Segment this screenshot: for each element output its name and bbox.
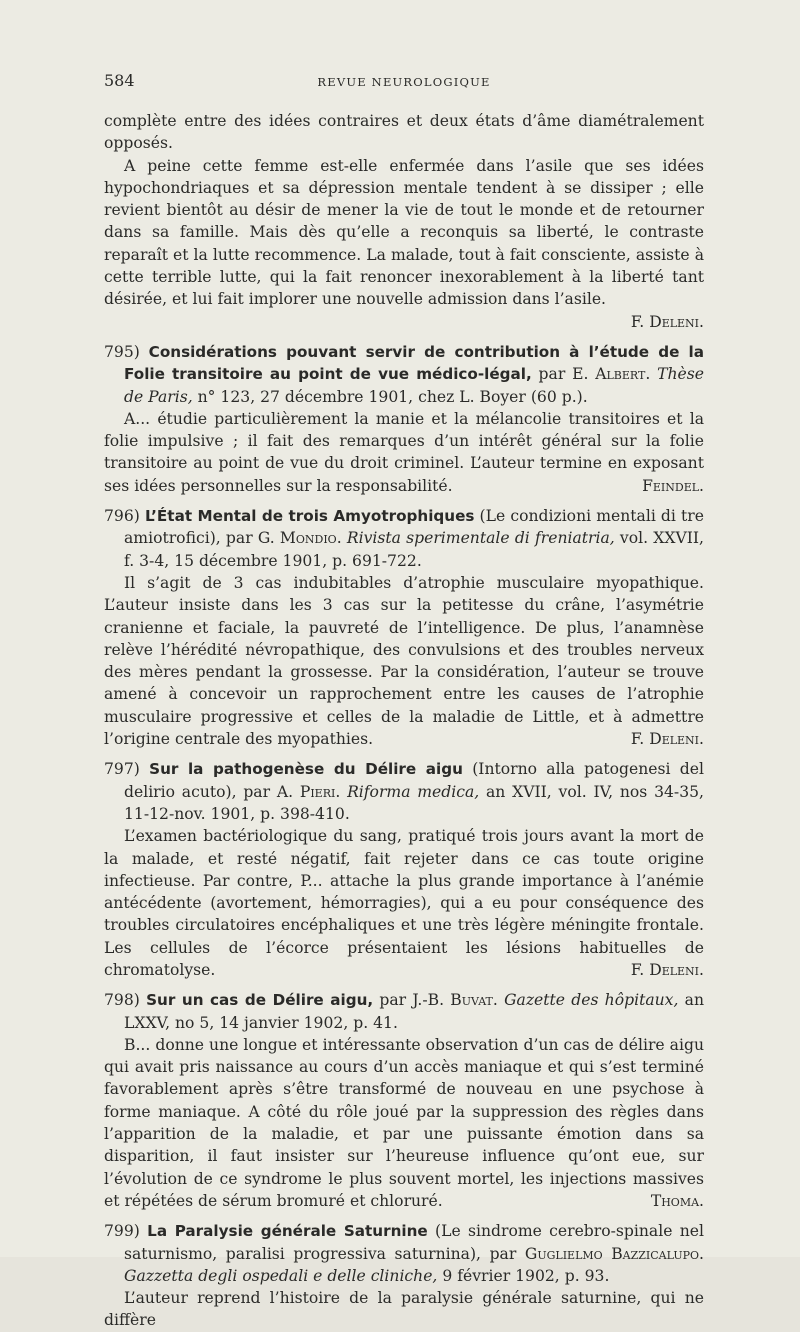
entry-799 — [104, 1220, 704, 1331]
entry-author: Albert — [595, 365, 646, 384]
entry-number: 797) — [104, 760, 140, 779]
entry-source: Gazette des hôpitaux, — [504, 991, 679, 1010]
entry-heading: 796) L’État Mental de trois Amyotrophiques (Le condizioni mentali di tre amiotrofici), par G. Mondio. Rivista sperimentale di freniatria, vol. XXVII, f. 3-4, 15 décembre 1901, p. 691-722. — [104, 507, 704, 570]
entry-source: Thèse de Paris, — [124, 365, 704, 406]
entry-body: L’auteur reprend l’histoire de la paralysie générale saturnine, qui ne diffère — [104, 1289, 704, 1330]
entry-heading: 795) Considérations pouvant servir de contribution à l’étude de la Folie transitoire au point de vue médico-légal, par E. Albert. Thèse de Paris, n° 123, 27 décembre 1901, chez L. Boyer (60 p.). — [104, 342, 704, 406]
entry-title: Considérations pouvant servir de contribution à l’étude de la Folie transitoire au point de vue médico-légal, — [124, 342, 704, 384]
paragraph: A peine cette femme est-elle enfermée dans l’asile que ses idées hypochondriaques et sa dépression mentale tendent à se dissiper ; elle revient bientôt au désir de mener la vie de tout le monde et de retourner dans sa famille. Mais dès qu’elle a reconquis sa liberté, le contraste reparaît et la lutte recommence. La malade, tout à fait consciente, assiste à cette terrible lutte, qui la fait renoncer inexorablement à la liberté tant désirée, et lui fait implorer une nouvelle admission dans l’asile. F. Deleni. — [104, 155, 704, 311]
entry-number: 799) — [104, 1222, 140, 1241]
entry-number: 798) — [104, 991, 140, 1010]
entry-title: La Paralysie générale Saturnine — [147, 1222, 428, 1241]
entry-author: Guglielmo Bazzicalupo — [524, 1244, 700, 1263]
entry-number: 796) — [104, 507, 140, 526]
entry-body: B... donne une longue et intéressante observation d’un cas de délire aigu qui avait pris naissance au cours d’un accès maniaque et qui s’est terminé favorablement après s’être transformé de nouveau en une psychose à forme maniaque. A côté du rôle joué par la suppression des règles dans l’apparition de la maladie, et par une puissante émotion dans sa disparition, il faut insister sur l’heureuse influence qu’ont eue, sur l’évolution de ce syndrome le plus souvent mortel, les injections massives et répétées de sérum bromuré et chloruré. Thoma. — [104, 1034, 704, 1212]
entry-source: Gazzetta degli ospedali e delle cliniche, — [124, 1266, 438, 1285]
entry-source: Rivista sperimentale di freniatria, — [346, 529, 615, 548]
entry-798 — [104, 989, 704, 1212]
entry-797 — [104, 758, 704, 981]
running-head: 584 REVUE NEUROLOGIQUE — [104, 70, 704, 96]
entry-body: Il s’agit de 3 cas indubitables d’atrophie musculaire myopathique. L’auteur insiste dans les 3 cas sur la petitesse du crâne, l’asymétrie cranienne et faciale, la pauvreté de l’intelligence. De plus, l’anamnèse relève l’hérédité névropathique, des convulsions et des troubles nerveux des mères pendant la grossesse. Par la considération, l’auteur se trouve amené à concevoir un rapprochement entre les causes de l’atrophie musculaire progressive et celles de la maladie de Little, et à admettre l’origine centrale des myopathies. F. Deleni. — [104, 572, 704, 750]
entry-title: Sur la pathogenèse du Délire aigu — [149, 760, 463, 779]
entry-title: Sur un cas de Délire aigu, — [146, 991, 374, 1010]
entry-author: Mondio — [279, 529, 337, 548]
entry-source: Riforma medica, — [347, 782, 480, 801]
signature: F. Deleni. — [630, 730, 704, 749]
signature: Feindel. — [642, 476, 704, 495]
intro-continuation — [104, 110, 704, 333]
signature: F. Deleni. — [630, 960, 704, 979]
entry-number: 795) — [104, 342, 140, 361]
journal-title: REVUE NEUROLOGIQUE — [317, 75, 491, 89]
entry-heading: 799) La Paralysie générale Saturnine (Le sindrome cerebro-spinale nel saturnismo, paralisi progressiva saturnina), par Guglielmo Bazzicalupo. Gazzetta degli ospedali e delle cliniche, 9 février 1902, p. 93. — [104, 1222, 704, 1285]
entry-author: Buvat — [450, 991, 493, 1010]
entry-796 — [104, 505, 704, 750]
signature: F. Deleni. — [630, 312, 704, 331]
entry-795 — [104, 341, 704, 497]
entry-body: A... étudie particulièrement la manie et la mélancolie transitoires et la folie impulsive ; il fait des remarques d’un intérêt général sur la folie transitoire au point de vue du droit criminel. L’auteur termine en exposant ses idées personnelles sur la responsabilité. Feindel. — [104, 408, 704, 497]
entry-heading: 797) Sur la pathogenèse du Délire aigu (Intorno alla patogenesi del delirio acuto), par A. Pieri. Riforma medica, an XVII, vol. IV, nos 34-35, 11-12-nov. 1901, p. 398-410. — [104, 760, 704, 823]
signature: Thoma. — [650, 1191, 704, 1210]
entry-title: L’État Mental de trois Amyotrophiques — [144, 507, 475, 526]
entry-author: Pieri — [299, 782, 336, 801]
entry-body: L’examen bactériologique du sang, pratiqué trois jours avant la mort de la malade, et resté négatif, fait rejeter dans ce cas toute origine infectieuse. Par contre, P... attache la plus grande importance à l’anémie antécédente (avortement, hémorragies), qui a eu pour conséquence des troubles circulatoires encéphaliques et une très légère méningite frontale. Les cellules de l’écorce présentaient les lésions habituelles de chromatolyse. F. Deleni. — [104, 825, 704, 981]
entry-heading: 798) Sur un cas de Délire aigu, par J.-B. Buvat. Gazette des hôpitaux, an LXXV, no 5, 14 janvier 1902, p. 41. — [104, 991, 704, 1032]
paragraph: complète entre des idées contraires et deux états d’âme diamétralement opposés. — [104, 112, 704, 153]
